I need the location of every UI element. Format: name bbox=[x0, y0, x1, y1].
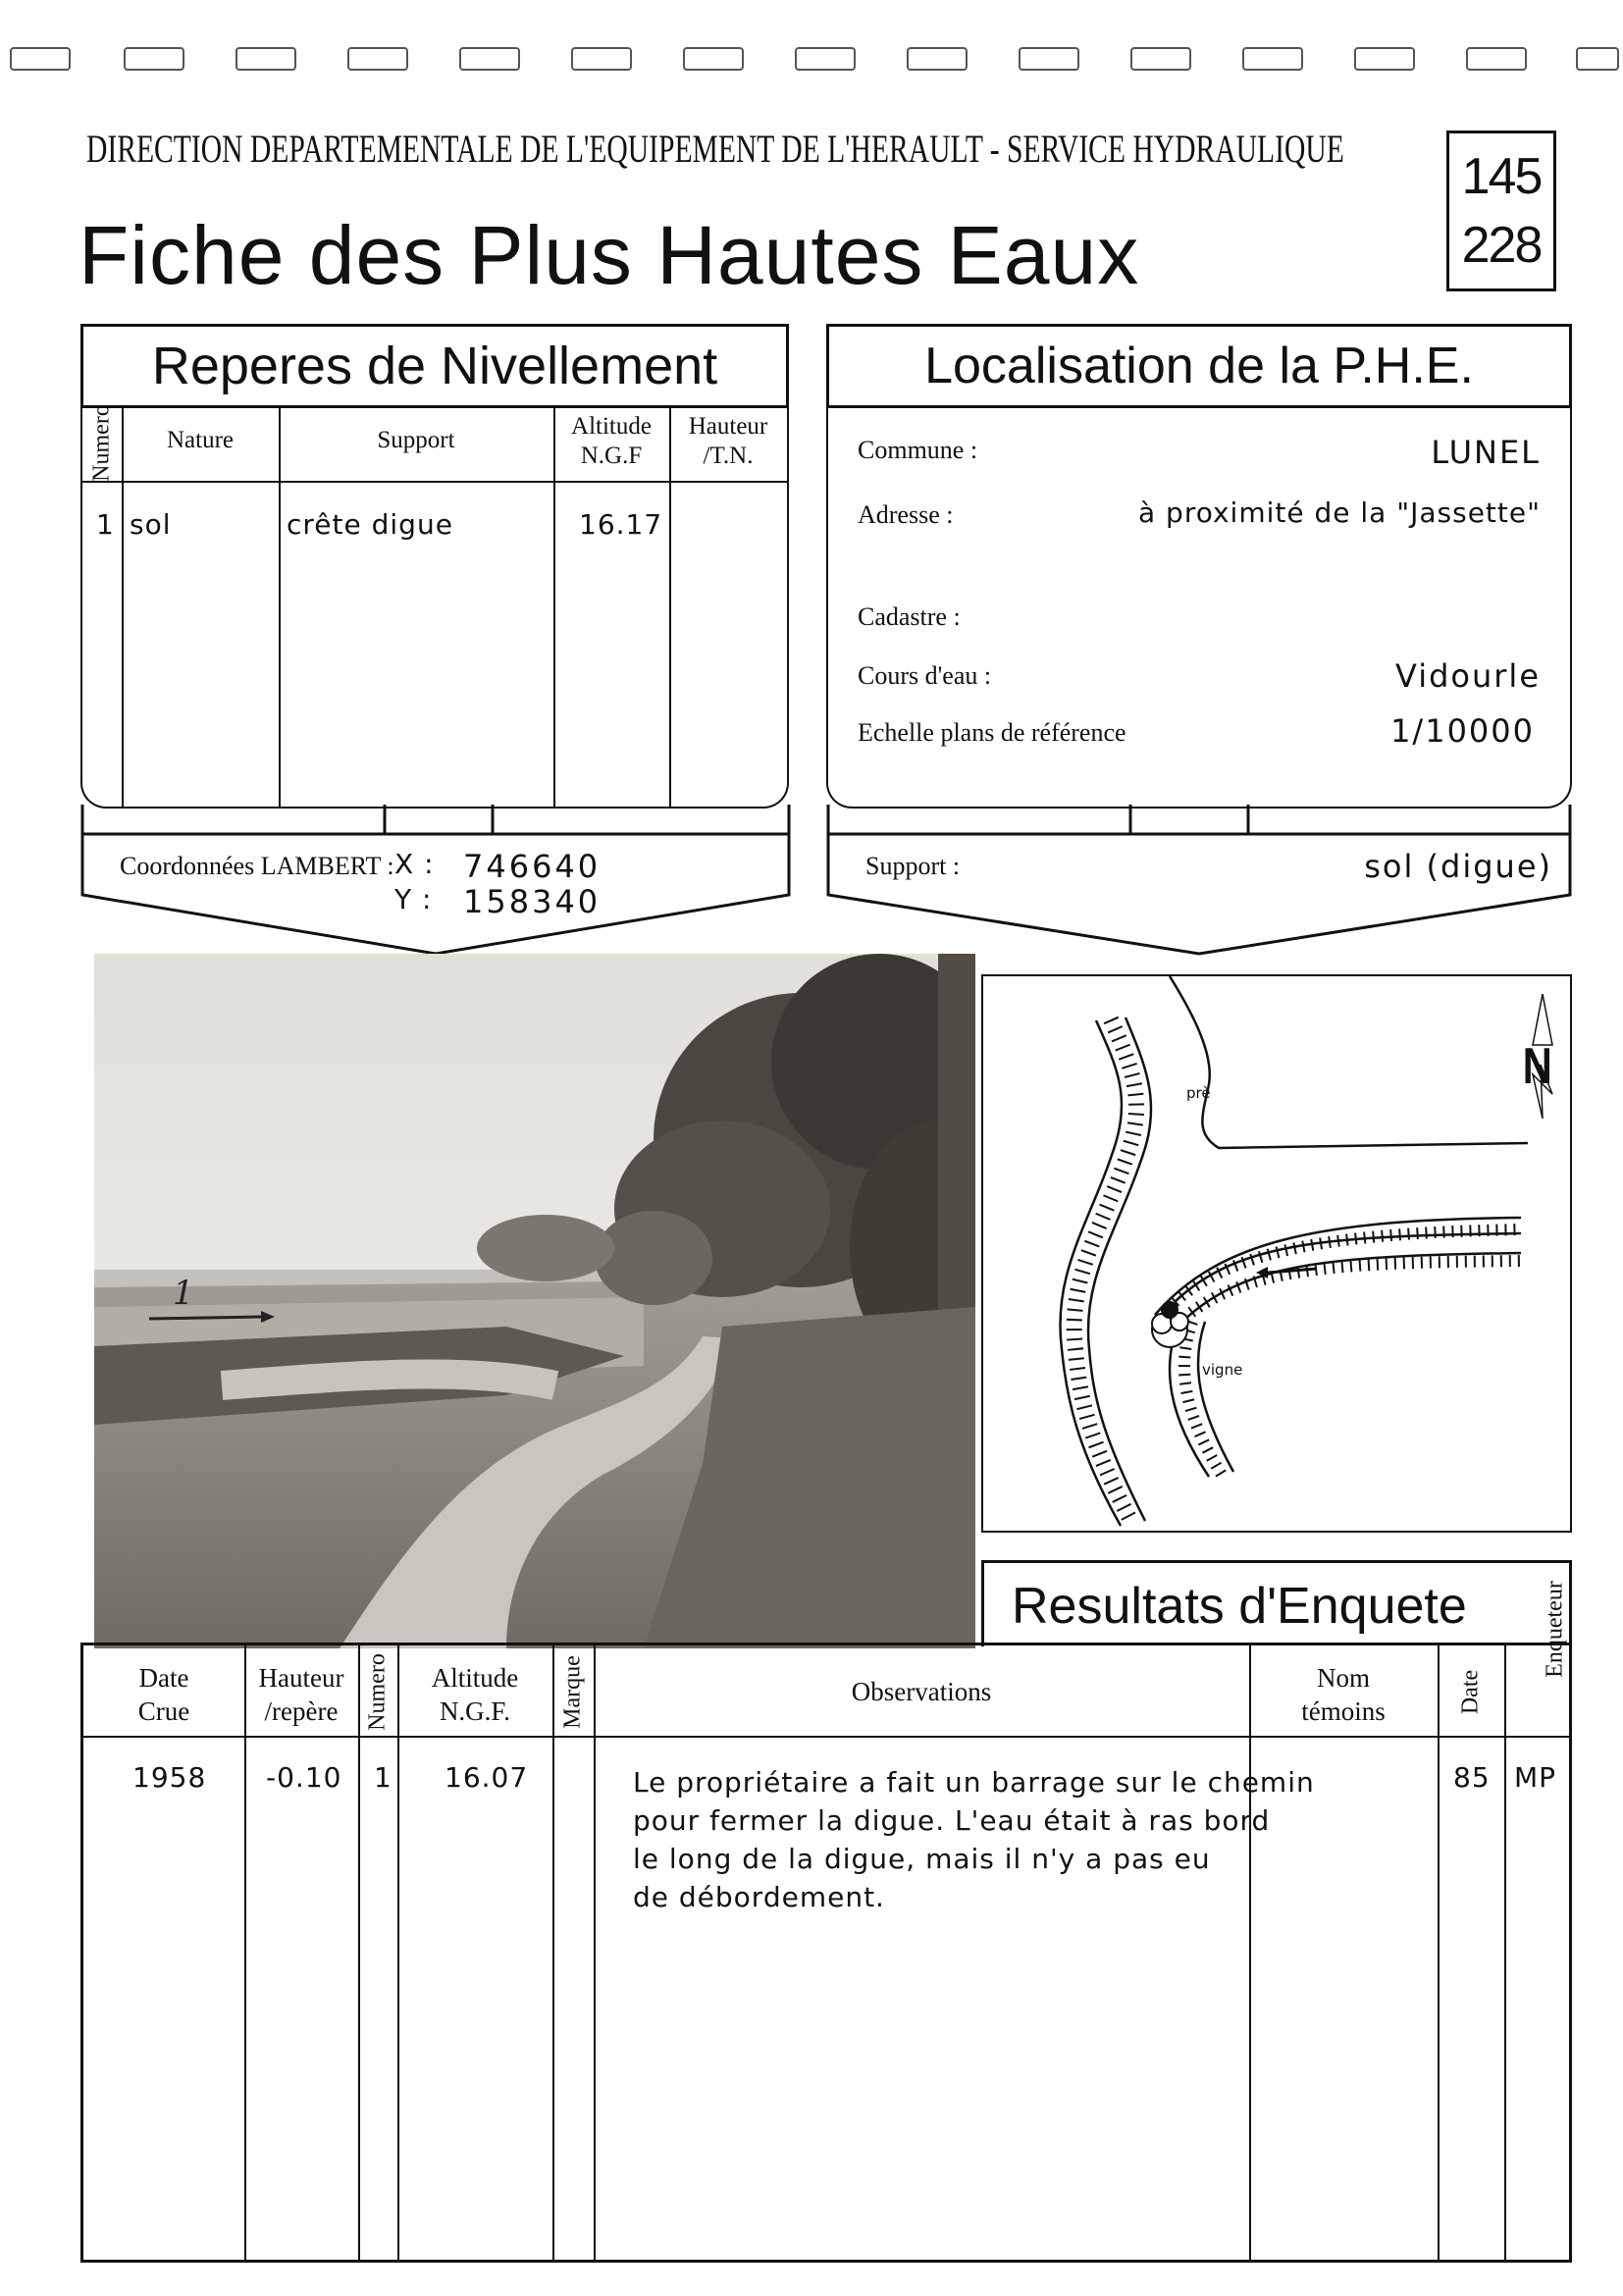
header-direction: DIRECTION DEPARTEMENTALE DE L'EQUIPEMENT DE L'HERAULT - SERVICE HYDRAULIQUE bbox=[86, 127, 1344, 171]
resultats-col-nom: Nom témoins bbox=[1301, 1663, 1386, 1726]
photo-marker: 1 bbox=[173, 1274, 194, 1313]
observation-line: de débordement. bbox=[633, 1881, 885, 1913]
cadastre-label: Cadastre : bbox=[858, 602, 961, 631]
resultats-col-altitude: Altitude N.G.F. bbox=[431, 1663, 519, 1726]
coordinates-panel bbox=[80, 805, 797, 962]
reperes-col-hauteur: Hauteur /T.N. bbox=[688, 413, 768, 469]
resultats-col-date: Date bbox=[1457, 1669, 1484, 1715]
binder-holes bbox=[0, 47, 1623, 77]
echelle-value: 1/10000 bbox=[1390, 712, 1535, 750]
commune-value: LUNEL bbox=[1431, 434, 1541, 471]
location-map bbox=[981, 974, 1572, 1533]
cours-eau-label: Cours d'eau : bbox=[858, 661, 992, 690]
map-label-pre: prè bbox=[1186, 1084, 1211, 1102]
support-value: sol (digue) bbox=[1364, 848, 1552, 885]
resultats-row-enqueteur: MP bbox=[1514, 1761, 1557, 1794]
resultats-row-date-crue: 1958 bbox=[132, 1761, 207, 1794]
resultats-title: Resultats d'Enquete bbox=[1012, 1578, 1467, 1635]
resultats-col-date-crue: Date Crue bbox=[137, 1663, 190, 1726]
echelle-label: Echelle plans de référence bbox=[858, 718, 1126, 747]
resultats-col-marque: Marque bbox=[559, 1655, 586, 1729]
coordinates-x-value: 746640 bbox=[463, 848, 602, 885]
resultats-col-observations: Observations bbox=[851, 1677, 992, 1706]
reperes-col-nature: Nature bbox=[166, 427, 235, 453]
coordinates-y-value: 158340 bbox=[463, 883, 602, 920]
reperes-col-numero: Numero bbox=[88, 404, 115, 482]
commune-label: Commune : bbox=[858, 436, 978, 464]
observation-line: le long de la digue, mais il n'y a pas eu bbox=[633, 1843, 1211, 1875]
localisation-panel bbox=[826, 406, 1572, 809]
reperes-row-nature: sol bbox=[130, 508, 172, 541]
cours-eau-value: Vidourle bbox=[1395, 657, 1541, 695]
resultats-row-observations bbox=[633, 1763, 1315, 1916]
north-icon: N bbox=[1522, 1038, 1552, 1095]
reperes-row-support: crête digue bbox=[287, 508, 453, 541]
page-title: Fiche des Plus Hautes Eaux bbox=[79, 209, 1140, 301]
resultats-col-enqueteur: Enqueteur bbox=[1542, 1581, 1568, 1678]
coordinates-x-label: X : bbox=[394, 848, 435, 880]
resultats-title-box bbox=[981, 1560, 1572, 1646]
reperes-table bbox=[80, 406, 789, 809]
observation-line: pour fermer la digue. L'eau était à ras bord bbox=[633, 1804, 1271, 1837]
localisation-title: Localisation de la P.H.E. bbox=[924, 338, 1474, 394]
resultats-row-hauteur: -0.10 bbox=[266, 1761, 342, 1794]
sheet-code-box bbox=[1446, 130, 1556, 291]
reperes-title: Reperes de Nivellement bbox=[151, 337, 718, 395]
resultats-row-altitude: 16.07 bbox=[445, 1761, 529, 1794]
map-label-vigne: vigne bbox=[1202, 1361, 1243, 1379]
adresse-label: Adresse : bbox=[858, 500, 954, 529]
sheet-code-bottom: 228 bbox=[1461, 217, 1542, 274]
coordinates-label: Coordonnées LAMBERT : bbox=[120, 852, 394, 880]
site-photo bbox=[94, 954, 975, 1648]
support-label: Support : bbox=[865, 852, 961, 880]
reperes-row-numero: 1 bbox=[96, 508, 115, 541]
reperes-col-altitude: Altitude N.G.F bbox=[571, 413, 652, 469]
resultats-row-date: 85 bbox=[1453, 1761, 1491, 1794]
adresse-value: à proximité de la "Jassette" bbox=[1137, 496, 1541, 529]
coordinates-y-label: Y : bbox=[394, 883, 433, 915]
support-panel bbox=[826, 805, 1582, 962]
localisation-title-box bbox=[826, 324, 1572, 408]
reperes-title-box bbox=[80, 324, 789, 408]
reperes-col-support: Support bbox=[377, 427, 455, 453]
resultats-col-numero: Numero bbox=[364, 1653, 391, 1731]
resultats-col-hauteur: Hauteur /repère bbox=[258, 1663, 344, 1726]
resultats-row-numero: 1 bbox=[374, 1761, 393, 1794]
observation-line: Le propriétaire a fait un barrage sur le chemin bbox=[633, 1766, 1315, 1799]
sheet-code-top: 145 bbox=[1461, 148, 1542, 205]
reperes-row-altitude: 16.17 bbox=[579, 508, 663, 541]
